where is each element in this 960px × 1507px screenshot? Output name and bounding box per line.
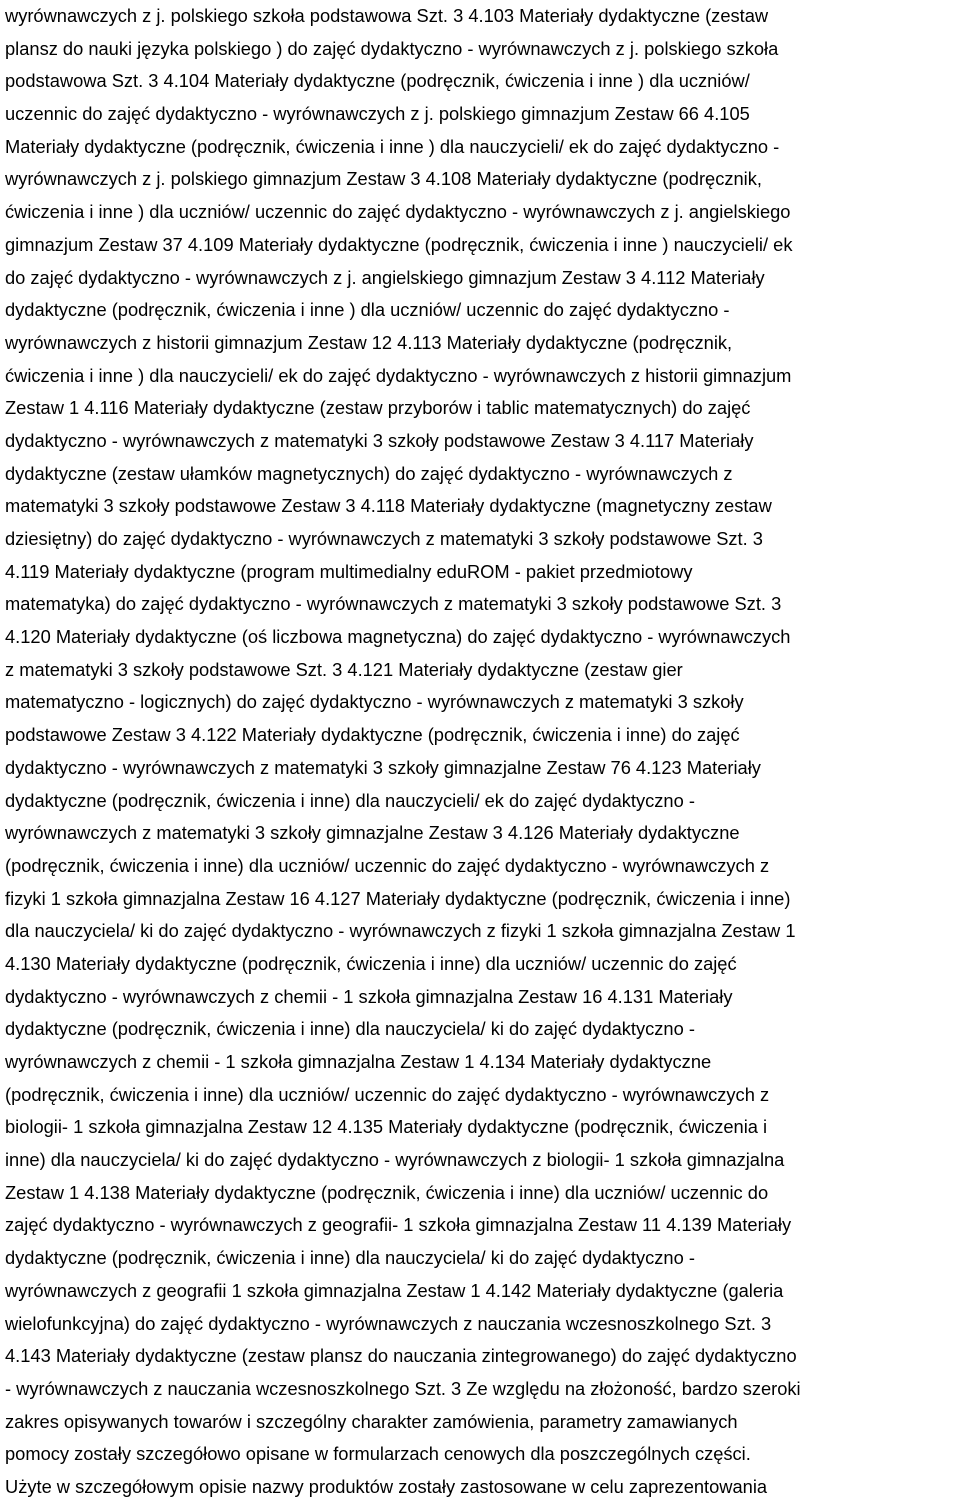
text-line: Zestaw 1 4.138 Materiały dydaktyczne (podręcznik, ćwiczenia i inne) dla uczniów/ uczennic do [5, 1181, 769, 1203]
text-line: inne) dla nauczyciela/ ki do zajęć dydaktyczno - wyrównawczych z biologii- 1 szkoła gimnazjalna [5, 1149, 785, 1171]
text-line: wyrównawczych z j. polskiego szkoła podstawowa Szt. 3 4.103 Materiały dydaktyczne (zestaw [5, 5, 769, 26]
text-line: dydaktyczno - wyrównawczych z chemii - 1 szkoła gimnazjalna Zestaw 16 4.131 Materiały [5, 985, 733, 1007]
text-line: wyrównawczych z matematyki 3 szkoły gimnazjalne Zestaw 3 4.126 Materiały dydaktyczne [5, 822, 740, 844]
text-line: zakres opisywanych towarów i szczególny charakter zamówienia, parametry zamawianych [5, 1410, 738, 1432]
text-line: (podręcznik, ćwiczenia i inne) dla uczniów/ uczennic do zajęć dydaktyczno - wyrównawczych z [5, 1083, 770, 1105]
text-line: wyrównawczych z historii gimnazjum Zestaw 12 4.113 Materiały dydaktyczne (podręcznik, [5, 331, 733, 353]
text-line: wielofunkcyjna) do zajęć dydaktyczno - wyrównawczych z nauczania wczesnoszkolnego Szt. 3 [5, 1312, 772, 1334]
text-line: matematyki 3 szkoły podstawowe Zestaw 3 4.118 Materiały dydaktyczne (magnetyczny zestaw [5, 495, 772, 517]
text-line: Materiały dydaktyczne (podręcznik, ćwiczenia i inne ) dla nauczycieli/ ek do zajęć dydaktyczno - [5, 135, 780, 157]
text-line: pomocy zostały szczegółowo opisane w formularzach cenowych dla poszczególnych części. [5, 1443, 751, 1465]
text-line: wyrównawczych z geografii 1 szkoła gimnazjalna Zestaw 1 4.142 Materiały dydaktyczne (galeria [5, 1279, 784, 1301]
text-line: dydaktyczne (zestaw ułamków magnetycznych) do zajęć dydaktyczno - wyrównawczych z [5, 462, 733, 484]
text-line: ćwiczenia i inne ) dla uczniów/ uczennic do zajęć dydaktyczno - wyrównawczych z j. angielskiego [5, 201, 791, 223]
text-line: dydaktyczne (podręcznik, ćwiczenia i inne) dla nauczyciela/ ki do zajęć dydaktyczno - [5, 1018, 695, 1040]
text-line: 4.143 Materiały dydaktyczne (zestaw plansz do nauczania zintegrowanego) do zajęć dydaktyczno [5, 1345, 797, 1367]
text-line: dydaktyczne (podręcznik, ćwiczenia i inne) dla nauczycieli/ ek do zajęć dydaktyczno - [5, 789, 695, 811]
text-line: 4.130 Materiały dydaktyczne (podręcznik, ćwiczenia i inne) dla uczniów/ uczennic do zajęć [5, 952, 737, 974]
text-line: dydaktyczne (podręcznik, ćwiczenia i inne ) dla uczniów/ uczennic do zajęć dydaktyczno - [5, 299, 730, 321]
text-line: plansz do nauki języka polskiego ) do zajęć dydaktyczno - wyrównawczych z j. polskiego szkoła [5, 37, 779, 59]
text-line: z matematyki 3 szkoły podstawowe Szt. 3 4.121 Materiały dydaktyczne (zestaw gier [5, 658, 683, 680]
text-line: matematyka) do zajęć dydaktyczno - wyrównawczych z matematyki 3 szkoły podstawowe Szt. 3 [5, 593, 782, 615]
text-line: wyrównawczych z j. polskiego gimnazjum Zestaw 3 4.108 Materiały dydaktyczne (podręcznik, [5, 168, 762, 190]
text-line: podstawowa Szt. 3 4.104 Materiały dydaktyczne (podręcznik, ćwiczenia i inne ) dla uczniów/ [5, 70, 750, 92]
text-line: dziesiętny) do zajęć dydaktyczno - wyrównawczych z matematyki 3 szkoły podstawowe Szt. 3 [5, 528, 763, 549]
text-line: dydaktyczno - wyrównawczych z matematyki 3 szkoły gimnazjalne Zestaw 76 4.123 Materiały [5, 756, 761, 778]
text-line: biologii- 1 szkoła gimnazjalna Zestaw 12 4.135 Materiały dydaktyczne (podręcznik, ćwiczenia i [5, 1116, 768, 1138]
text-line: matematyczno - logicznych) do zajęć dydaktyczno - wyrównawczych z matematyki 3 szkoły [5, 691, 744, 713]
document-body-text [5, 0, 957, 1504]
text-line: Użyte w szczegółowym opisie nazwy produktów zostały zastosowane w celu zaprezentowania [5, 1475, 768, 1497]
text-line: (podręcznik, ćwiczenia i inne) dla uczniów/ uczennic do zajęć dydaktyczno - wyrównawczych z [5, 854, 770, 876]
text-line: wyrównawczych z chemii - 1 szkoła gimnazjalna Zestaw 1 4.134 Materiały dydaktyczne [5, 1051, 712, 1072]
text-line: fizyki 1 szkoła gimnazjalna Zestaw 16 4.127 Materiały dydaktyczne (podręcznik, ćwiczenia i inne) [5, 887, 791, 909]
text-line: 4.119 Materiały dydaktyczne (program multimedialny eduROM - pakiet przedmiotowy [5, 560, 693, 582]
text-line: 4.120 Materiały dydaktyczne (oś liczbowa magnetyczna) do zajęć dydaktyczno - wyrównawczych [5, 626, 791, 648]
text-line: dydaktyczno - wyrównawczych z matematyki 3 szkoły podstawowe Zestaw 3 4.117 Materiały [5, 429, 754, 451]
text-line: podstawowe Zestaw 3 4.122 Materiały dydaktyczne (podręcznik, ćwiczenia i inne) do zajęć [5, 724, 740, 746]
text-line: ćwiczenia i inne ) dla nauczycieli/ ek do zajęć dydaktyczno - wyrównawczych z historii gimnazjum [5, 364, 792, 386]
text-line: zajęć dydaktyczno - wyrównawczych z geografii- 1 szkoła gimnazjalna Zestaw 11 4.139 Materiały [5, 1214, 792, 1236]
text-line: do zajęć dydaktyczno - wyrównawczych z j. angielskiego gimnazjum Zestaw 3 4.112 Materiały [5, 266, 765, 288]
text-line: Zestaw 1 4.116 Materiały dydaktyczne (zestaw przyborów i tablic matematycznych) do zajęć [5, 397, 751, 419]
text-line: - wyrównawczych z nauczania wczesnoszkolnego Szt. 3 Ze względu na złożoność, bardzo szeroki [5, 1377, 801, 1399]
text-line: dla nauczyciela/ ki do zajęć dydaktyczno - wyrównawczych z fizyki 1 szkoła gimnazjalna Zestaw 1 [5, 920, 796, 942]
text-line: uczennic do zajęć dydaktyczno - wyrównawczych z j. polskiego gimnazjum Zestaw 66 4.105 [5, 103, 750, 125]
text-line: gimnazjum Zestaw 37 4.109 Materiały dydaktyczne (podręcznik, ćwiczenia i inne ) nauczycieli/ ek [5, 233, 793, 255]
text-line: dydaktyczne (podręcznik, ćwiczenia i inne) dla nauczyciela/ ki do zajęć dydaktyczno - [5, 1247, 695, 1269]
